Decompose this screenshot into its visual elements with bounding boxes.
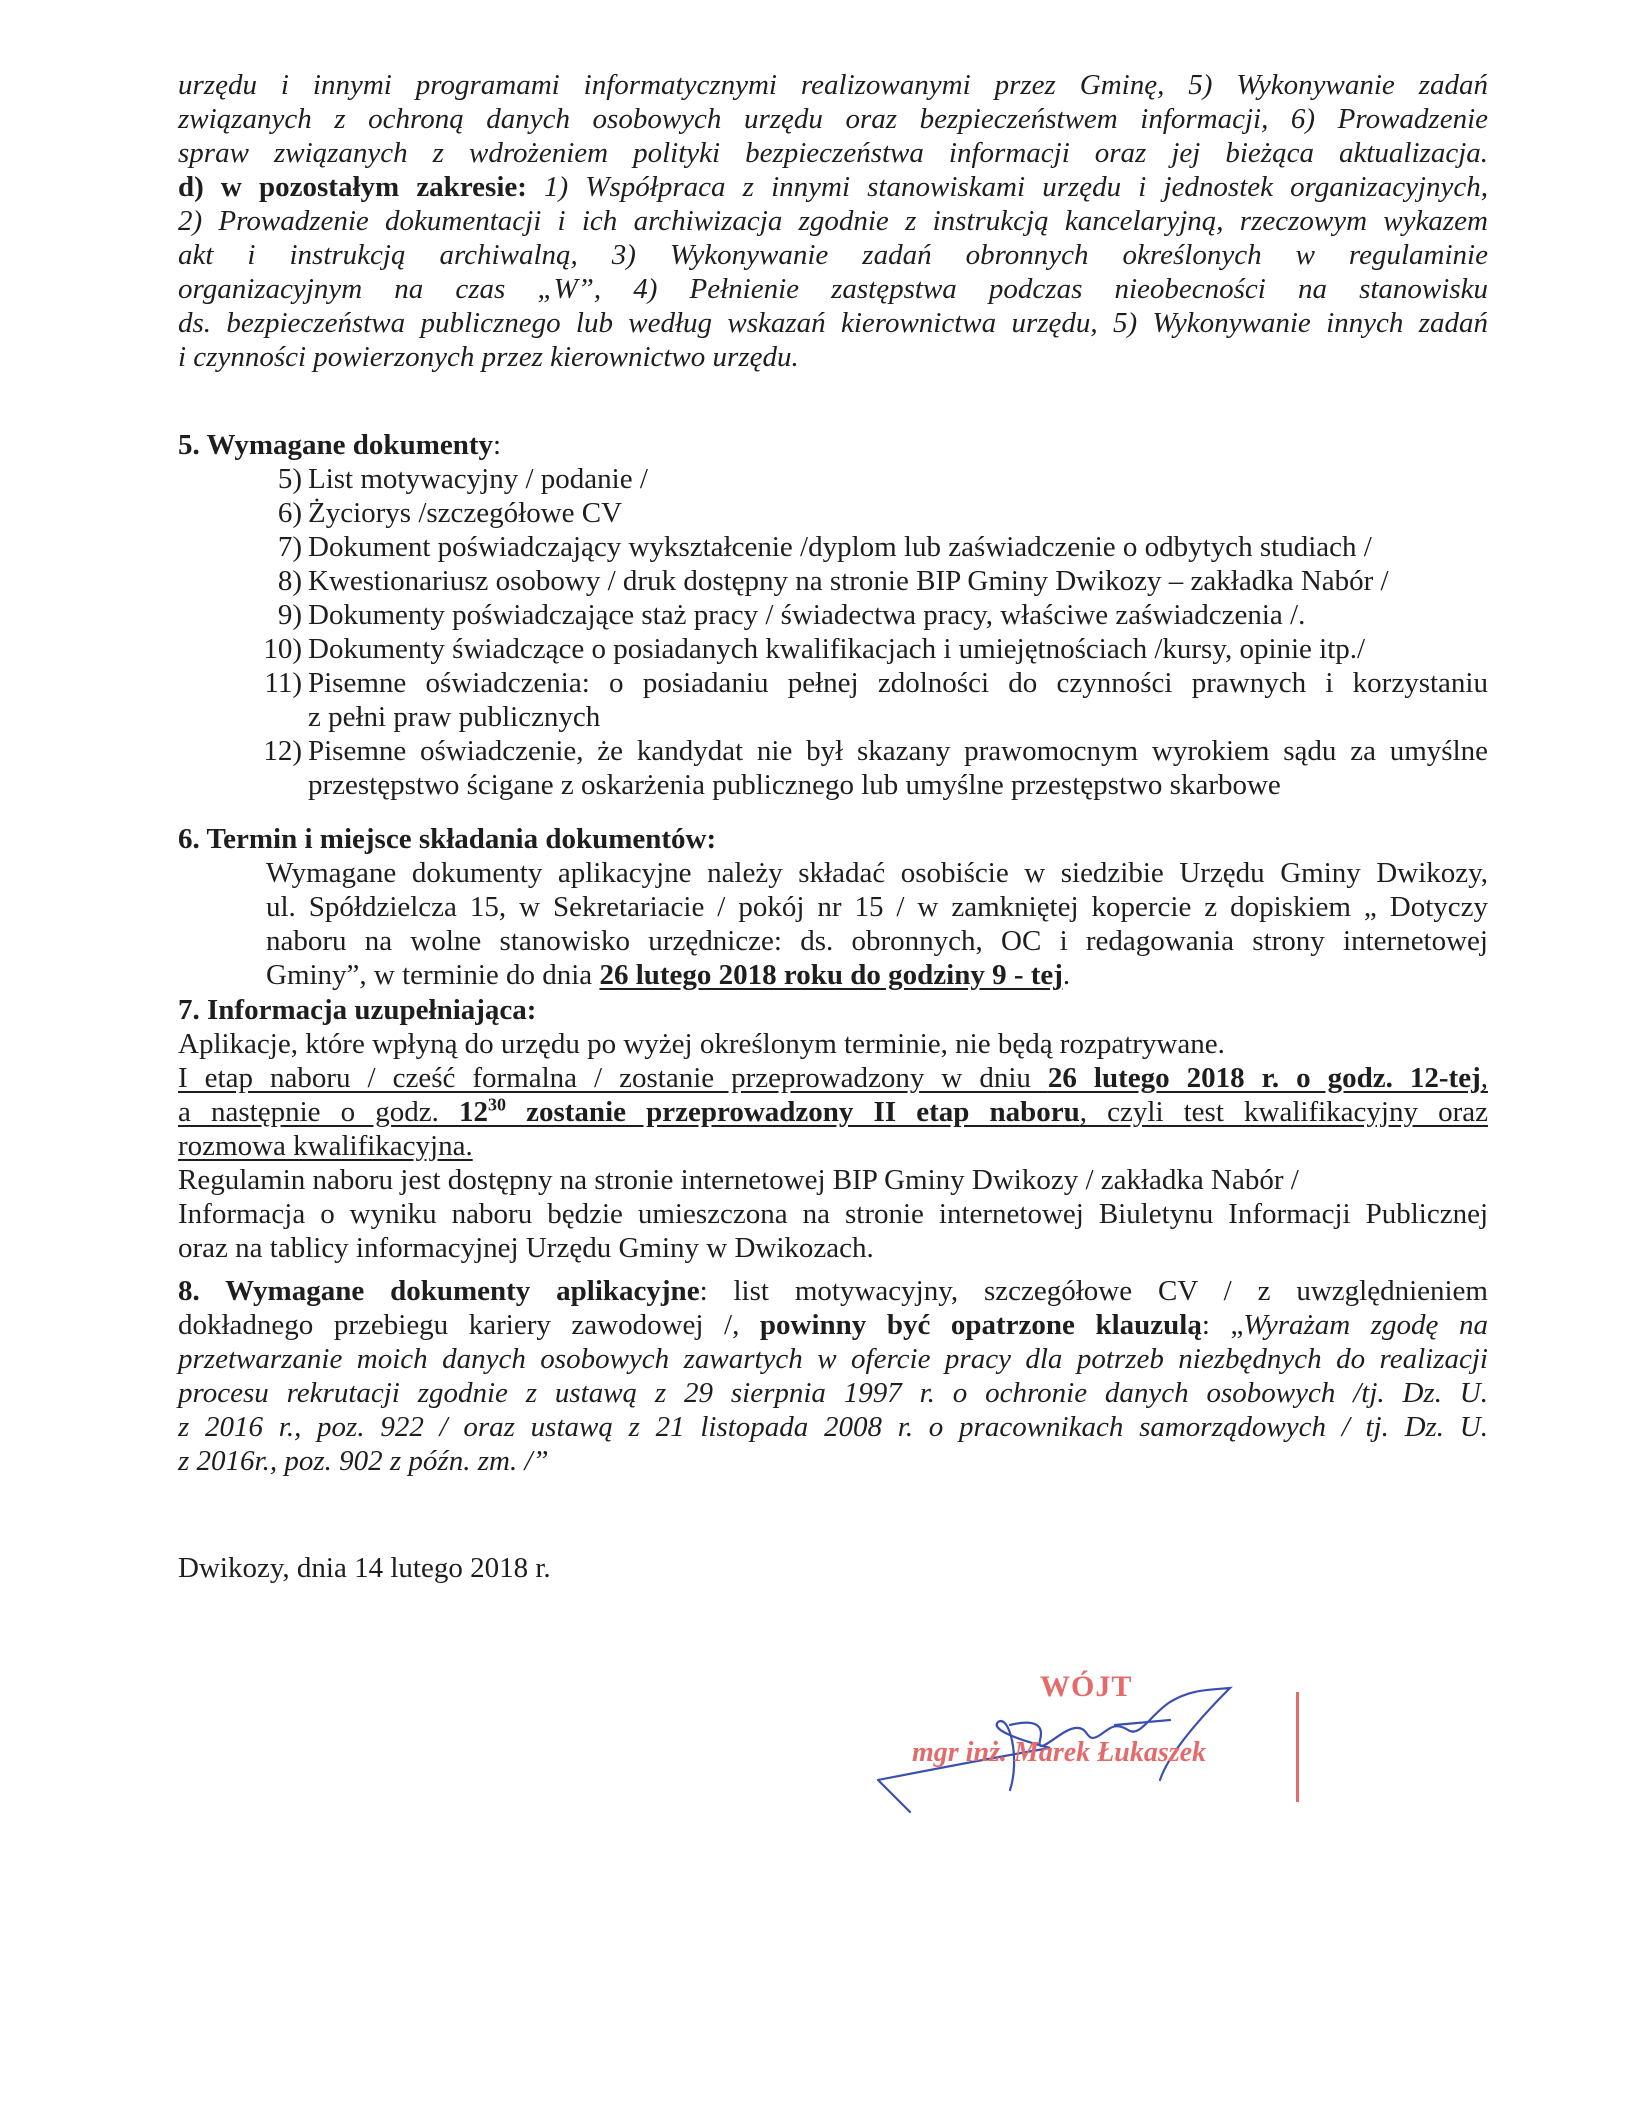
section-d-line: [178, 170, 1488, 204]
list-item: [256, 598, 1488, 632]
time-minutes: 30: [488, 1094, 506, 1115]
list-item-line: Pisemne oświadczenie, że kandydat nie był skazany prawomocnym wyrokiem sądu za umyślne: [308, 735, 1488, 767]
section-application-documents: [178, 1274, 1488, 1478]
list-item-text: [308, 496, 1488, 530]
heading-text: 5. Wymagane dokumenty: [178, 429, 494, 461]
text-line: urzędu i innymi programami informatycznymi realizowanymi przez Gminę, 5) Wykonywanie zadań: [178, 69, 1488, 101]
list-item-number: 9): [277, 599, 302, 631]
list-item-text: [308, 564, 1488, 598]
text-span: a następnie o godz.: [178, 1096, 459, 1128]
list-item-text: [308, 666, 1488, 734]
text-line: 2) Prowadzenie dokumentacji i ich archiwizacja zgodnie z instrukcją kancelaryjną, rzeczowym wykazem: [178, 205, 1488, 237]
list-item: [256, 734, 1488, 802]
text-span: , czyli test kwalifikacyjny oraz: [1079, 1096, 1488, 1128]
text-line: Wymagane dokumenty aplikacyjne należy składać osobiście w siedzibie Urzędu Gminy Dwikozy,: [266, 857, 1488, 889]
text-line: ds. bezpieczeństwa publicznego lub według wskazań kierownictwa urzędu, 5) Wykonywanie innych zadań: [178, 307, 1488, 339]
stamp-border: [1296, 1692, 1299, 1802]
list-item-line: List motywacyjny / podanie /: [308, 463, 648, 495]
list-item-number: 8): [277, 565, 302, 597]
list-item: [256, 564, 1488, 598]
list-item: [256, 632, 1488, 666]
section-heading: 7. Informacja uzupełniająca:: [178, 994, 537, 1026]
duties-continuation: [178, 68, 1488, 374]
place-and-date: Dwikozy, dnia 14 lutego 2018 r.: [178, 1552, 551, 1584]
text-span: .: [1062, 959, 1071, 991]
text-line: organizacyjnym na czas „W”, 4) Pełnienie zastępstwa podczas nieobecności na stanowisku: [178, 273, 1488, 305]
section-body: [266, 856, 1488, 992]
text-line: [178, 1061, 1488, 1095]
list-item-number: 7): [277, 531, 302, 563]
section-heading: 8. Wymagane dokumenty aplikacyjne: [178, 1275, 700, 1307]
list-item: [256, 530, 1488, 564]
text-line: procesu rekrutacji zgodnie z ustawą z 29 sierpnia 1997 r. o ochronie danych osobowych /tj. Dz. U.: [178, 1377, 1488, 1409]
signature-stamp: [870, 1630, 1310, 1820]
text-line: i czynności powierzonych przez kierownictwo urzędu.: [178, 341, 799, 373]
text-span: dokładnego przebiegu kariery zawodowej /,: [178, 1309, 760, 1341]
list-item-text: [308, 530, 1488, 564]
text-line: naboru na wolne stanowisko urzędnicze: ds. obronnych, OC i redagowania strony internetowej: [266, 925, 1488, 957]
deadline-text: 26 lutego 2018 roku do godziny 9 - tej: [599, 959, 1063, 991]
text-line: [266, 958, 1488, 992]
list-item-number: 10): [263, 633, 302, 665]
stage-text: zostanie przeprowadzony II etap naboru: [506, 1096, 1080, 1128]
text-line: akt i instrukcją archiwalną, 3) Wykonywanie zadań obronnych określonych w regulaminie: [178, 239, 1488, 271]
list-item-text: [308, 734, 1488, 802]
text-line: oraz na tablicy informacyjnej Urzędu Gminy w Dwikozach.: [178, 1232, 874, 1264]
list-item-text: [308, 462, 1488, 496]
text-span: Gminy”, w terminie do dnia: [266, 959, 600, 991]
list-item-line: Dokumenty świadczące o posiadanych kwalifikacjach i umiejętnościach /kursy, opinie itp./: [308, 633, 1366, 665]
stamp-title: WÓJT: [1040, 1670, 1133, 1703]
text-line: z 2016r., poz. 902 z późn. zm. /”: [178, 1445, 549, 1477]
text-span: 1) Współpraca z innymi stanowiskami urzędu i jednostek organizacyjnych,: [526, 171, 1488, 203]
list-item: [256, 496, 1488, 530]
stamp-name: mgr inż. Marek Łukaszek: [912, 1737, 1207, 1768]
clause-text: Wyrażam zgodę na: [1243, 1309, 1488, 1341]
text-span: ,: [1480, 1062, 1488, 1094]
list-item: [256, 666, 1488, 734]
text-line: z 2016 r., poz. 922 / oraz ustawą z 21 listopada 2008 r. o pracownikach samorządowych / tj. Dz. U.: [178, 1411, 1488, 1443]
list-item-line: Pisemne oświadczenia: o posiadaniu pełnej zdolności do czynności prawnych i korzystaniu: [308, 667, 1488, 699]
date-time-text: 26 lutego 2018 r. o godz. 12-tej: [1047, 1062, 1481, 1094]
text-line: [178, 1095, 1488, 1129]
text-span: : „: [1201, 1309, 1244, 1341]
handwritten-signature: [870, 1630, 1310, 1820]
text-line: Informacja o wyniku naboru będzie umieszczona na stronie internetowej Biuletynu Informacji Publicznej: [178, 1198, 1488, 1230]
documents-list: [256, 462, 1488, 802]
list-item-line: z pełni praw publicznych: [308, 701, 601, 733]
text-line: ul. Spółdzielcza 15, w Sekretariacie / pokój nr 15 / w zamkniętej kopercie z dopiskiem „ Dotyczy: [266, 891, 1488, 923]
list-item-text: [308, 598, 1488, 632]
list-item-number: 5): [277, 463, 302, 495]
section-additional-info: [178, 993, 1488, 1265]
list-item: [256, 462, 1488, 496]
text-line: [178, 1308, 1488, 1342]
section-d-label: d) w pozostałym zakresie:: [178, 171, 527, 203]
section-required-documents: [178, 428, 1488, 802]
list-item-line: Dokument poświadczający wykształcenie /dyplom lub zaświadczenie o odbytych studiach /: [308, 531, 1372, 563]
text-line: Aplikacje, które wpłyną do urzędu po wyżej określonym terminie, nie będą rozpatrywane.: [178, 1028, 1225, 1060]
list-item-text: [308, 632, 1488, 666]
list-item-number: 11): [264, 667, 302, 699]
text-line: spraw związanych z wdrożeniem polityki bezpieczeństwa informacji oraz jej bieżąca aktualizacja.: [178, 137, 1488, 169]
section-deadline: [178, 822, 1488, 992]
text-span: : list motywacyjny, szczegółowe CV / z uwzględnieniem: [699, 1275, 1488, 1307]
text-span: I etap naboru / cześć formalna / zostanie przeprowadzony w dniu: [178, 1062, 1048, 1094]
text-line: [178, 1274, 1488, 1308]
time-text: 12: [459, 1096, 488, 1128]
list-item-number: 12): [263, 735, 302, 767]
clause-label: powinny być opatrzone klauzulą: [759, 1309, 1202, 1341]
list-item-number: 6): [277, 497, 302, 529]
text-line: przetwarzanie moich danych osobowych zawartych w ofercie pracy dla potrzeb niezbędnych do realizacji: [178, 1343, 1488, 1375]
section-heading: 6. Termin i miejsce składania dokumentów:: [178, 823, 717, 855]
list-item-line: przestępstwo ścigane z oskarżenia publicznego lub umyślne przestępstwo skarbowe: [308, 769, 1281, 801]
list-item-line: Dokumenty poświadczające staż pracy / świadectwa pracy, właściwe zaświadczenia /.: [308, 599, 1306, 631]
list-item-line: Kwestionariusz osobowy / druk dostępny na stronie BIP Gminy Dwikozy – zakładka Nabór /: [308, 565, 1389, 597]
heading-colon: :: [493, 429, 502, 461]
section-heading: [178, 428, 1488, 462]
text-line: związanych z ochroną danych osobowych urzędu oraz bezpieczeństwem informacji, 6) Prowadzenie: [178, 103, 1488, 135]
text-line: rozmowa kwalifikacyjna.: [178, 1130, 473, 1162]
text-line: Regulamin naboru jest dostępny na stronie internetowej BIP Gminy Dwikozy / zakładka Nabór /: [178, 1164, 1299, 1196]
list-item-line: Życiorys /szczegółowe CV: [308, 497, 623, 529]
